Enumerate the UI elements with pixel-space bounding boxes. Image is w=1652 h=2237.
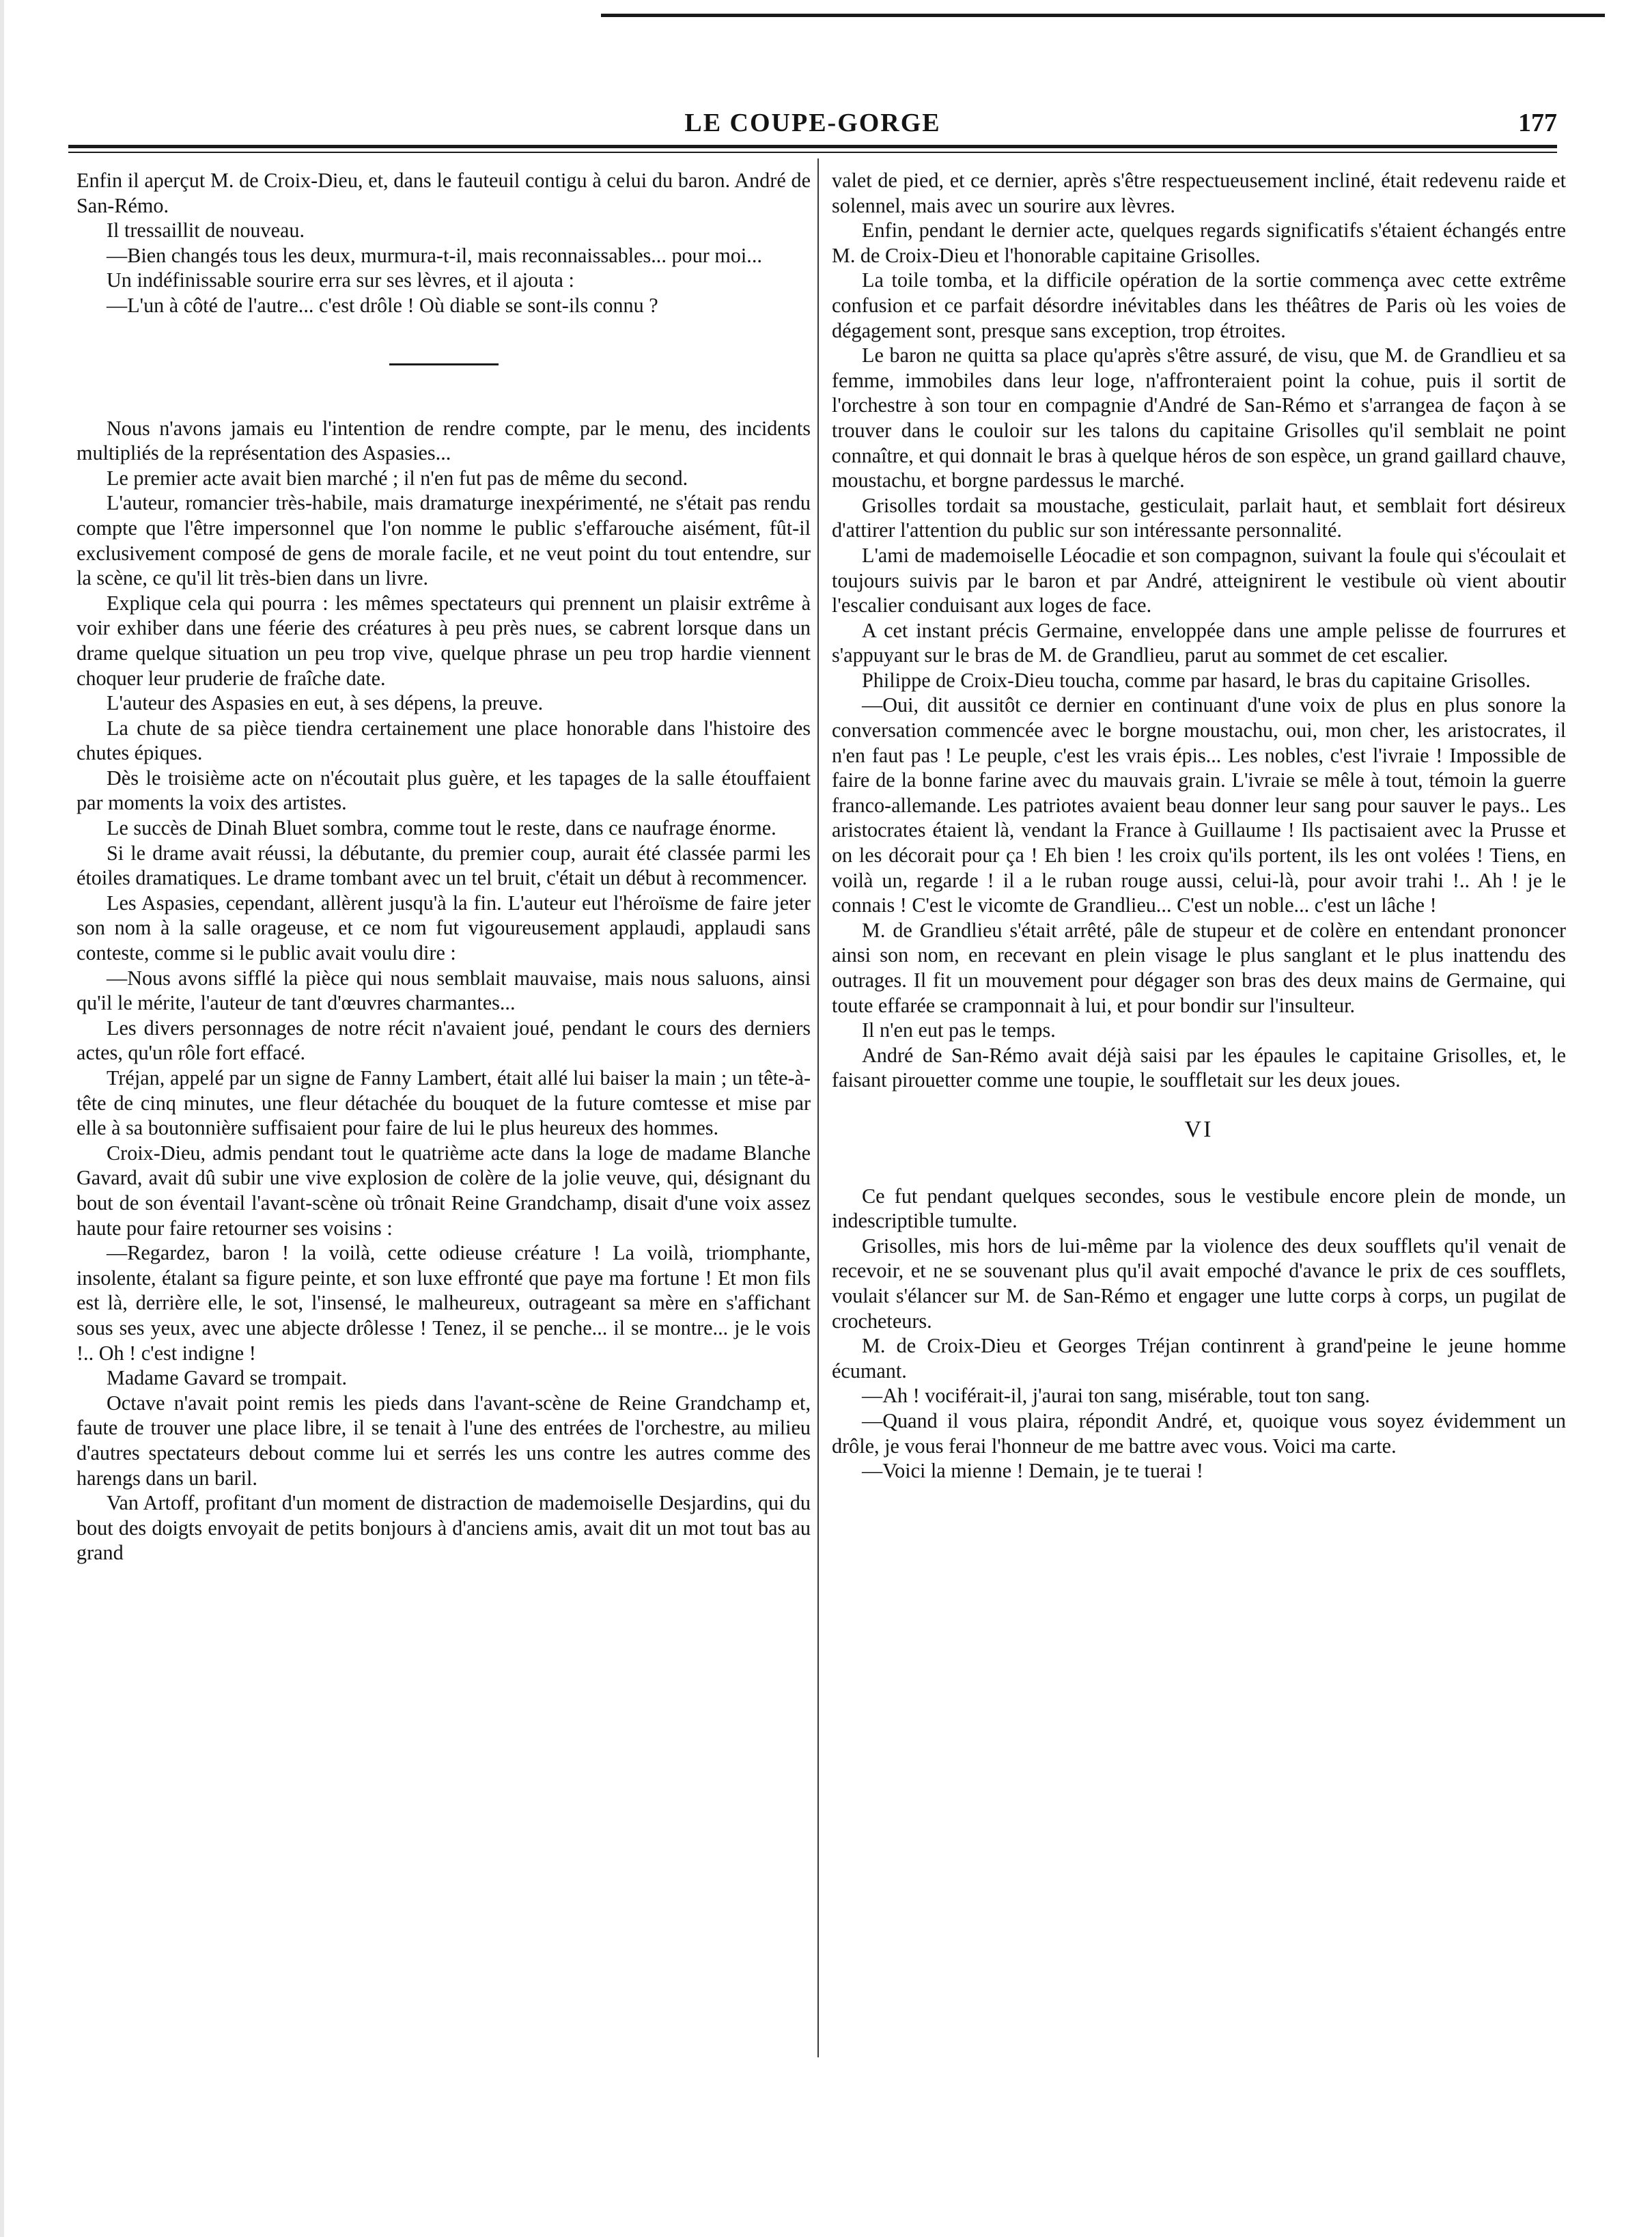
paragraph: Il n'en eut pas le temps. xyxy=(862,1018,1056,1042)
paragraph: Octave n'avait point remis les pieds dans l'avant-scène de Reine Grandchamp et, faute de trouver une place libre, il se tenait à l'une des entrées de l'orchestre, au milieu d'autres spectateurs debout comme lui et serrés les uns contre les autres comme des harengs dans un baril. xyxy=(76,1391,811,1490)
left-column xyxy=(76,168,811,1566)
page-number: 177 xyxy=(1518,109,1557,137)
paragraph: —Nous avons sifflé la pièce qui nous semblait mauvaise, mais nous saluons, ainsi qu'il le mérite, l'auteur de tant d'œuvres charmantes... xyxy=(76,966,811,1015)
paragraph: —Quand il vous plaira, répondit André, et, quoique vous soyez évidemment un drôle, je vous ferai l'honneur de me battre avec vous. Voici ma carte. xyxy=(832,1408,1566,1458)
paragraph: Tréjan, appelé par un signe de Fanny Lambert, était allé lui baiser la main ; un tête-à-tête de cinq minutes, une fleur détachée du bouquet de la future comtesse et mise par elle à sa boutonnière suffisaient pour faire de lui le plus heureux des hommes. xyxy=(76,1066,811,1140)
header-rule xyxy=(68,145,1557,148)
paragraph: L'auteur des Aspasies en eut, à ses dépens, la preuve. xyxy=(107,691,544,715)
paragraph: —Bien changés tous les deux, murmura-t-il, mais reconnaissables... pour moi... xyxy=(107,243,762,267)
paragraph: M. de Grandlieu s'était arrêté, pâle de stupeur et de colère en entendant prononcer ainsi son nom, en recevant en plein visage le plus sanglant et le plus inattendu des outrages. Il fit un mouvement pour dégager son bras des deux mains de Germaine, qui toute effarée se cramponnait à lui, et pour bondir sur l'insulteur. xyxy=(832,918,1566,1017)
paragraph: Grisolles, mis hors de lui-même par la violence des deux soufflets qu'il venait de recevoir, et ne se souvenant plus qu'il avait empoché d'avance le prix de ces soufflets, voulait s'élancer sur M. de San-Rémo et engager une lutte corps à corps, un pugilat de crocheteurs. xyxy=(832,1234,1566,1333)
paragraph: Enfin il aperçut M. de Croix-Dieu, et, dans le fauteuil contigu à celui du baron. André de San-Rémo. xyxy=(76,169,811,217)
paragraph: —Oui, dit aussitôt ce dernier en continuant d'une voix de plus en plus sonore la conversation commencée avec le borgne moustachu, oui, mon cher, les aristocrates, il n'en faut pas ! Le peuple, c'est les vrais épis... Les nobles, c'est l'ivraie ! Impossible de faire de la bonne farine avec du mauvais grain. L'ivraie se mêle à tout, témoin la guerre franco-allemande. Les patriotes avaient beau donner leur sang pour sauver le pays.. Les aristocrates étaient là, vendant la France à Guillaume ! Ils pactisaient avec la Prusse et on les décorait pour ça ! Eh bien ! les croix qu'ils portent, ils les ont volées ! Tiens, en voilà un, regarde ! il a le ruban rouge aussi, celui-là, pour avoir trahi !.. Ah ! je le connais ! C'est le vicomte de Grandlieu... C'est un noble... c'est un lâche ! xyxy=(832,693,1566,917)
paragraph: Dès le troisième acte on n'écoutait plus guère, et les tapages de la salle étouffaient par moments la voix des artistes. xyxy=(76,766,811,815)
paragraph: Les Aspasies, cependant, allèrent jusqu'à la fin. L'auteur eut l'héroïsme de faire jeter son nom à la salle orageuse, et ce nom fut vigoureusement applaudi, applaudi sans conteste, comme si le public avait voulu dire : xyxy=(76,891,811,965)
section-break-rule xyxy=(389,363,499,365)
paragraph: A cet instant précis Germaine, enveloppée dans une ample pelisse de fourrures et s'appuyant sur le bras de M. de Grandlieu, parut au sommet de cet escalier. xyxy=(832,618,1566,667)
paragraph: —Ah ! vociférait-il, j'aurai ton sang, misérable, tout ton sang. xyxy=(862,1384,1371,1408)
paragraph: Un indéfinissable sourire erra sur ses lèvres, et il ajouta : xyxy=(107,268,574,292)
paragraph: —L'un à côté de l'autre... c'est drôle ! Où diable se sont-ils connu ? xyxy=(107,293,658,317)
column-divider xyxy=(817,158,819,2057)
paragraph: Enfin, pendant le dernier acte, quelques regards significatifs s'étaient échangés entre M. de Croix-Dieu et l'honorable capitaine Grisolles. xyxy=(832,219,1566,267)
paragraph: Le succès de Dinah Bluet sombra, comme tout le reste, dans ce naufrage énorme. xyxy=(107,816,776,840)
paragraph: Croix-Dieu, admis pendant tout le quatrième acte dans la loge de madame Blanche Gavard, avait dû subir une vive explosion de colère de la jolie veuve, qui, désignant du bout de son éventail l'avant-scène où trônait Reine Grandchamp, disait d'une voix assez haute pour faire retourner ses voisins : xyxy=(76,1141,811,1240)
paragraph: Explique cela qui pourra : les mêmes spectateurs qui prennent un plaisir extrême à voir exhiber dans une féerie des créatures à peu près nues, se cabrent lorsque dans un drame quelque situation un peu trop vive, quelque phrase un peu trop hardie viennent choquer leur pruderie de fraîche date. xyxy=(76,591,811,690)
paragraph: Philippe de Croix-Dieu toucha, comme par hasard, le bras du capitaine Grisolles. xyxy=(862,668,1531,692)
paragraph: Si le drame avait réussi, la débutante, du premier coup, aurait été classée parmi les étoiles dramatiques. Le drame tombant avec un tel bruit, c'était un début à recommencer. xyxy=(76,841,811,890)
right-column xyxy=(832,168,1566,1484)
paragraph: Ce fut pendant quelques secondes, sous le vestibule encore plein de monde, un indescriptible tumulte. xyxy=(832,1184,1566,1233)
paragraph: Il tressaillit de nouveau. xyxy=(107,219,305,242)
paragraph: André de San-Rémo avait déjà saisi par les épaules le capitaine Grisolles, et, le faisant pirouetter comme une toupie, le souffletait sur les deux joues. xyxy=(832,1043,1566,1092)
running-title: LE COUPE-GORGE xyxy=(684,109,941,137)
paragraph: —Regardez, baron ! la voilà, cette odieuse créature ! La voilà, triomphante, insolente, étalant sa figure peinte, et son luxe effronté que paye ma fortune ! Et mon fils est là, derrière elle, le sot, l'insensé, le malheureux, outrageant sa mère en s'affichant sous ses yeux, avec une abjecte drôlesse ! Tenez, il se penche... il se montre... je le vois !.. Oh ! c'est indigne ! xyxy=(76,1241,811,1365)
paragraph: La chute de sa pièce tiendra certainement une place honorable dans l'histoire des chutes épiques. xyxy=(76,716,811,765)
chapter-heading: VI xyxy=(1184,1116,1214,1142)
paragraph: L'auteur, romancier très-habile, mais dramaturge inexpérimenté, ne s'était pas rendu compte que l'être impersonnel que l'on nomme le public s'effarouche aisément, fût-il exclusivement composé de gens de morale facile, et ne veut point du tout entendre, sur la scène, ce qu'il lit très-bien dans un livre. xyxy=(76,491,811,590)
paragraph: Les divers personnages de notre récit n'avaient joué, pendant le cours des derniers actes, qu'un rôle fort effacé. xyxy=(76,1016,811,1065)
page-header xyxy=(68,108,1557,149)
paragraph: La toile tomba, et la difficile opération de la sortie commença avec cette extrême confusion et ce parfait désordre inévitables dans les théâtres de Paris où les voies de dégagement sont, presque sans exception, trop étroites. xyxy=(832,268,1566,342)
paragraph: Le premier acte avait bien marché ; il n'en fut pas de même du second. xyxy=(107,466,688,490)
paragraph: Le baron ne quitta sa place qu'après s'être assuré, de visu, que M. de Grandlieu et sa femme, immobiles dans leur loge, n'affronteraient point la cohue, puis il sortit de l'orchestre à son tour en compagnie d'André de San-Rémo et s'arrangea de façon à se trouver dans le couloir sur les talons du capitaine Grisolles qu'il semblait ne point connaître, et qui donnait le bras à quelque héros de son espèce, un grand gaillard chauve, moustachu, et borgne pardessus le marché. xyxy=(832,344,1566,492)
paragraph: Grisolles tordait sa moustache, gesticulait, parlait haut, et semblait fort désireux d'attirer l'attention du public sur son intéressante personnalité. xyxy=(832,493,1566,542)
paragraph: valet de pied, et ce dernier, après s'être respectueusement incliné, était redevenu raide et solennel, mais avec un sourire aux lèvres. xyxy=(832,169,1566,217)
paragraph: Nous n'avons jamais eu l'intention de rendre compte, par le menu, des incidents multipliés de la représentation des Aspasies... xyxy=(76,416,811,465)
paragraph: Madame Gavard se trompait. xyxy=(107,1366,348,1390)
paragraph: L'ami de mademoiselle Léocadie et son compagnon, suivant la foule qui s'écoulait et toujours suivis par le baron et par André, atteignirent le vestibule où vient aboutir l'escalier conduisant aux loges de face. xyxy=(832,543,1566,617)
paragraph: Van Artoff, profitant d'un moment de distraction de mademoiselle Desjardins, qui du bout des doigts envoyait de petits bonjours à d'anciens amis, avait dit un mot tout bas au grand xyxy=(76,1491,811,1565)
scan-edge xyxy=(0,0,4,2237)
top-rule xyxy=(601,14,1605,17)
paragraph: —Voici la mienne ! Demain, je te tuerai ! xyxy=(862,1459,1203,1483)
header-rule-thin xyxy=(68,152,1557,153)
paragraph: M. de Croix-Dieu et Georges Tréjan continrent à grand'peine le jeune homme écumant. xyxy=(832,1334,1566,1383)
